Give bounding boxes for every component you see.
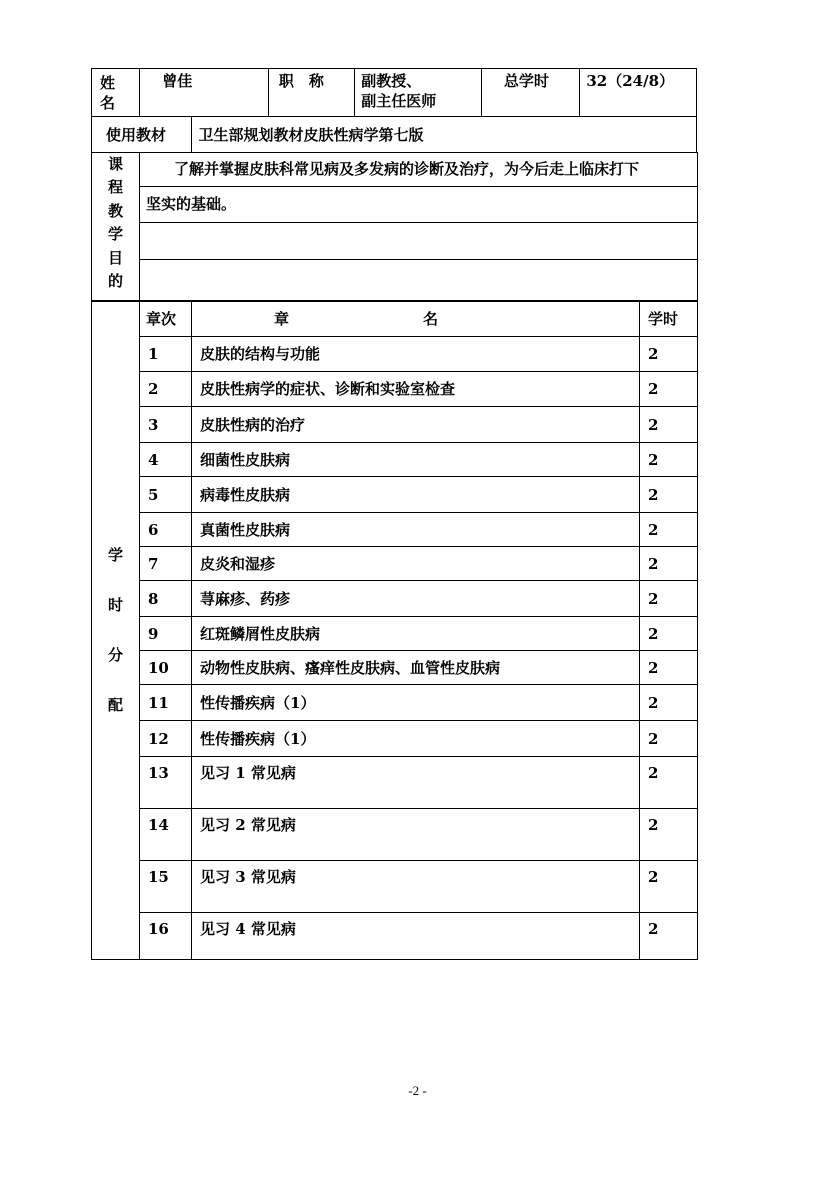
chapter-name: 见习 1 常见病 [192, 757, 640, 809]
allocation-label-char: 配 [108, 696, 124, 714]
chapter-number: 10 [140, 651, 192, 685]
hours-value: 32（24/8） [580, 69, 697, 117]
objective-label-char: 课 [107, 154, 123, 173]
col-name-header-b: 名 [423, 309, 439, 328]
chapter-name: 皮肤性病学的症状、诊断和实验室检查 [192, 372, 640, 407]
allocation-label-char: 学 [108, 546, 124, 564]
chapter-name: 皮肤的结构与功能 [192, 337, 640, 372]
col-name-header [192, 301, 640, 337]
objective-label-char: 教 [107, 201, 123, 220]
chapter-row [92, 721, 698, 757]
chapter-hours: 2 [640, 513, 698, 547]
chapter-row [92, 757, 698, 809]
chapter-number: 12 [140, 721, 192, 757]
objective-label-char: 程 [107, 178, 123, 196]
chapter-number: 13 [140, 757, 192, 809]
chapter-row [92, 407, 698, 443]
objective-row-2 [92, 186, 698, 222]
chapter-hours: 2 [640, 443, 698, 477]
chapter-number: 11 [140, 685, 192, 721]
chapter-number: 7 [140, 547, 192, 581]
title-label: 职 称 [268, 69, 354, 117]
chapter-number: 9 [140, 617, 192, 651]
chapter-hours: 2 [640, 477, 698, 513]
allocation-label [92, 301, 140, 960]
col-name-header-a: 章 [274, 309, 290, 328]
chapter-hours: 2 [640, 337, 698, 372]
chapter-name: 真菌性皮肤病 [192, 513, 640, 547]
chapter-number: 1 [140, 337, 192, 372]
chapter-name: 皮肤性病的治疗 [192, 407, 640, 443]
chapter-number: 3 [140, 407, 192, 443]
title-value-line2: 副主任医师 [361, 92, 437, 110]
chapter-number: 5 [140, 477, 192, 513]
title-value-line1: 副教授、 [361, 72, 422, 90]
allocation-label-char: 时 [108, 596, 124, 614]
chapter-row [92, 617, 698, 651]
chapter-row [92, 513, 698, 547]
hours-label: 总学时 [481, 69, 579, 117]
chapter-name: 红斑鳞屑性皮肤病 [192, 617, 640, 651]
chapter-name: 皮炎和湿疹 [192, 547, 640, 581]
chapter-hours: 2 [640, 547, 698, 581]
header-row [92, 69, 697, 117]
chapter-row [92, 443, 698, 477]
chapter-number: 15 [140, 861, 192, 913]
textbook-label-text: 使用教材 [106, 125, 167, 144]
chapter-hours: 2 [640, 721, 698, 757]
name-value: 曾佳 [140, 69, 269, 117]
allocation-header-row [92, 301, 698, 337]
chapter-name: 见习 4 常见病 [192, 913, 640, 960]
objective-row-3 [92, 222, 698, 259]
objective-line-3 [140, 222, 698, 259]
chapter-name: 性传播疾病（1） [192, 721, 640, 757]
chapter-hours: 2 [640, 407, 698, 443]
chapter-row [92, 913, 698, 960]
title-value [355, 69, 482, 117]
chapter-number: 14 [140, 809, 192, 861]
chapter-hours: 2 [640, 372, 698, 407]
syllabus-sheet [91, 68, 698, 960]
chapter-name: 见习 2 常见病 [192, 809, 640, 861]
chapter-number: 2 [140, 372, 192, 407]
objective-row-4 [92, 259, 698, 301]
chapter-row [92, 581, 698, 617]
chapter-name: 病毒性皮肤病 [192, 477, 640, 513]
chapter-row [92, 861, 698, 913]
chapter-hours: 2 [640, 685, 698, 721]
chapter-name: 细菌性皮肤病 [192, 443, 640, 477]
chapter-name: 性传播疾病（1） [192, 685, 640, 721]
page-number: -2 - [408, 1083, 427, 1098]
objective-label-char: 学 [107, 225, 123, 243]
chapter-row [92, 372, 698, 407]
objective-line-1: 了解并掌握皮肤科常见病及多发病的诊断及治疗，为今后走上临床打下 [140, 152, 698, 186]
col-chapter-header: 章次 [140, 301, 192, 337]
objective-label [92, 152, 140, 301]
textbook-row [92, 117, 697, 153]
chapter-hours: 2 [640, 617, 698, 651]
chapter-hours: 2 [640, 757, 698, 809]
chapter-number: 16 [140, 913, 192, 960]
col-hours-header: 学时 [640, 301, 698, 337]
allocation-table [91, 300, 698, 960]
objective-label-char: 的 [107, 272, 123, 290]
textbook-label [92, 117, 192, 153]
chapter-hours: 2 [640, 913, 698, 960]
objective-line-2: 坚实的基础。 [140, 186, 698, 222]
chapter-hours: 2 [640, 809, 698, 861]
objective-line-4 [140, 259, 698, 301]
chapter-name: 动物性皮肤病、瘙痒性皮肤病、血管性皮肤病 [192, 651, 640, 685]
chapter-row [92, 547, 698, 581]
chapter-hours: 2 [640, 651, 698, 685]
name-label: 姓 名 [92, 69, 140, 117]
chapter-number: 4 [140, 443, 192, 477]
chapter-row [92, 651, 698, 685]
objective-row-1 [92, 152, 698, 186]
allocation-label-char: 分 [108, 646, 124, 664]
chapter-row [92, 809, 698, 861]
chapter-number: 8 [140, 581, 192, 617]
chapter-hours: 2 [640, 861, 698, 913]
chapter-number: 6 [140, 513, 192, 547]
chapter-row [92, 477, 698, 513]
chapter-name: 荨麻疹、药疹 [192, 581, 640, 617]
textbook-value: 卫生部规划教材皮肤性病学第七版 [192, 117, 697, 153]
chapter-row [92, 685, 698, 721]
chapter-row [92, 337, 698, 372]
chapter-hours: 2 [640, 581, 698, 617]
objective-table [91, 152, 698, 302]
objective-label-char: 目 [107, 248, 123, 267]
chapter-name: 见习 3 常见病 [192, 861, 640, 913]
syllabus-table [91, 68, 697, 153]
